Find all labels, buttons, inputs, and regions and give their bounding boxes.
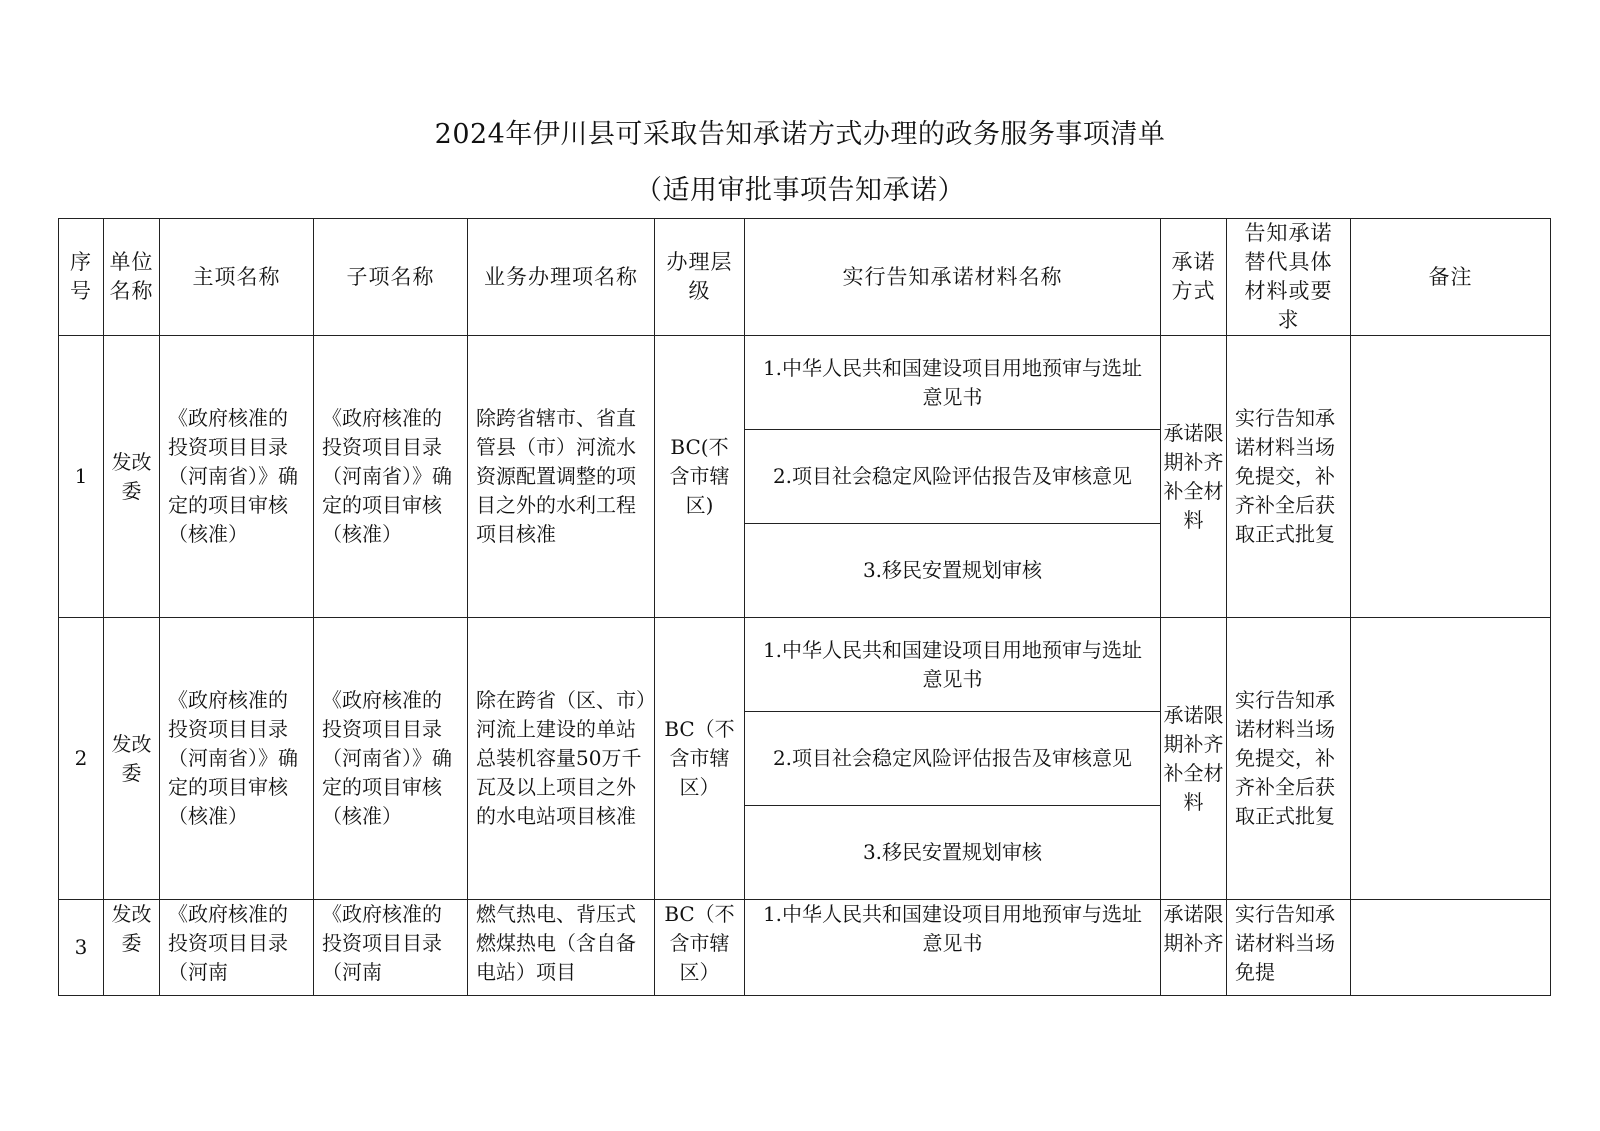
row-note <box>1351 900 1551 996</box>
row-material: 2.项目社会稳定风险评估报告及审核意见 <box>745 712 1161 806</box>
row-note <box>1351 618 1551 900</box>
header-alt-requirement: 告知承诺替代具体材料或要求 <box>1227 219 1351 336</box>
row-unit: 发改委 <box>104 618 160 900</box>
row-material: 1.中华人民共和国建设项目用地预审与选址意见书 <box>745 618 1161 712</box>
table-row <box>59 900 1551 996</box>
row-sub-item: 《政府核准的投资项目目录（河南省）》确定的项目审核（核准） <box>314 336 468 618</box>
row-business-item: 除在跨省（区、市）河流上建设的单站总装机容量50万千瓦及以上项目之外的水电站项目核准 <box>468 618 655 900</box>
row-unit: 发改委 <box>104 336 160 618</box>
row-alt-requirement: 实行告知承诺材料当场免提交，补齐补全后获取正式批复 <box>1227 618 1351 900</box>
row-alt-requirement: 实行告知承诺材料当场免提交，补齐补全后获取正式批复 <box>1227 336 1351 618</box>
row-sub-item: 《政府核准的投资项目目录（河南省）》确定的项目审核（核准） <box>314 618 468 900</box>
items-table <box>58 218 1551 996</box>
row-seq: 3 <box>59 900 104 996</box>
header-level: 办理层级 <box>655 219 745 336</box>
row-commit-method: 承诺限期补齐补全材料 <box>1161 336 1227 618</box>
header-note: 备注 <box>1351 219 1551 336</box>
row-commit-method: 承诺限期补齐 <box>1161 900 1227 996</box>
header-main-item: 主项名称 <box>160 219 314 336</box>
row-material: 3.移民安置规划审核 <box>745 524 1161 618</box>
row-unit: 发改委 <box>104 900 160 996</box>
row-level: BC（不含市辖区） <box>655 618 745 900</box>
row-material: 3.移民安置规划审核 <box>745 806 1161 900</box>
header-commit-method: 承诺方式 <box>1161 219 1227 336</box>
row-business-item: 除跨省辖市、省直管县（市）河流水资源配置调整的项目之外的水利工程项目核准 <box>468 336 655 618</box>
row-seq: 2 <box>59 618 104 900</box>
document-title: 2024年伊川县可采取告知承诺方式办理的政务服务事项清单 <box>434 119 1166 150</box>
row-material: 1.中华人民共和国建设项目用地预审与选址意见书 <box>745 336 1161 430</box>
row-sub-item: 《政府核准的投资项目目录（河南 <box>314 900 468 996</box>
header-row <box>59 219 1551 336</box>
header-sub-item: 子项名称 <box>314 219 468 336</box>
row-main-item: 《政府核准的投资项目目录（河南 <box>160 900 314 996</box>
header-business-item: 业务办理项名称 <box>468 219 655 336</box>
header-unit: 单位名称 <box>104 219 160 336</box>
header-materials: 实行告知承诺材料名称 <box>745 219 1161 336</box>
row-seq: 1 <box>59 336 104 618</box>
row-material: 1.中华人民共和国建设项目用地预审与选址意见书 <box>745 900 1161 996</box>
row-material: 2.项目社会稳定风险评估报告及审核意见 <box>745 430 1161 524</box>
row-alt-requirement: 实行告知承诺材料当场免提 <box>1227 900 1351 996</box>
document-subtitle: （适用审批事项告知承诺） <box>635 175 965 206</box>
row-note <box>1351 336 1551 618</box>
table-row <box>59 336 1551 430</box>
header-seq: 序号 <box>59 219 104 336</box>
row-main-item: 《政府核准的投资项目目录（河南省）》确定的项目审核（核准） <box>160 618 314 900</box>
row-level: BC（不含市辖区） <box>655 900 745 996</box>
table-row <box>59 618 1551 712</box>
row-level: BC(不含市辖区) <box>655 336 745 618</box>
row-commit-method: 承诺限期补齐补全材料 <box>1161 618 1227 900</box>
row-business-item: 燃气热电、背压式燃煤热电（含自备电站）项目 <box>468 900 655 996</box>
row-main-item: 《政府核准的投资项目目录（河南省）》确定的项目审核（核准） <box>160 336 314 618</box>
